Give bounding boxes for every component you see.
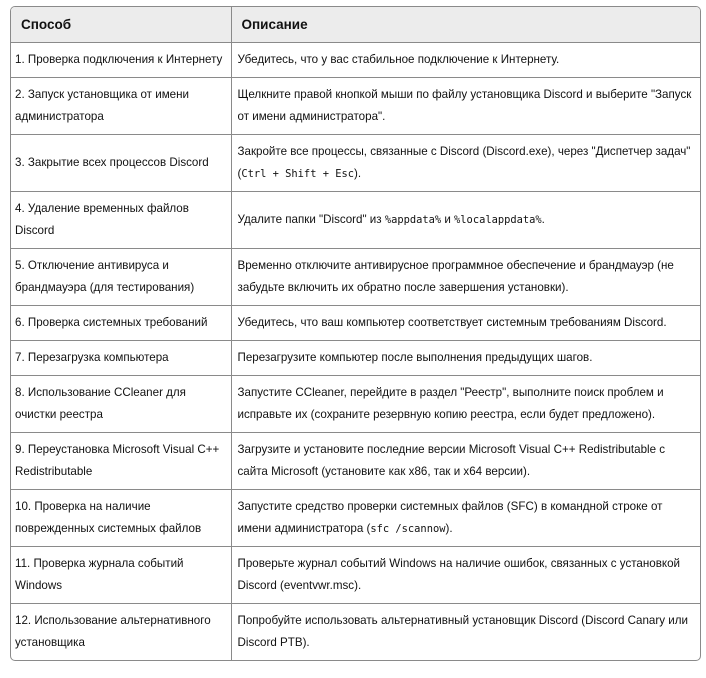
description-text: Запустите CCleaner, перейдите в раздел "Реестр", выполните поиск проблем и исправьте их (сохраните резервную копию реестра, если будет предложено). (237, 386, 664, 421)
description-cell (231, 433, 700, 490)
description-cell (231, 490, 700, 547)
column-header-method: Способ (11, 7, 231, 43)
description-text: Запустите средство проверки системных файлов (SFC) в командной строке от имени администратора ( (237, 500, 663, 535)
method-cell: 5. Отключение антивируса и брандмауэра (для тестирования) (11, 249, 231, 306)
methods-table (11, 7, 700, 660)
description-text: Проверьте журнал событий Windows на наличие ошибок, связанных с установкой Discord (eventvwr.msc). (237, 557, 681, 592)
description-cell (231, 376, 700, 433)
description-code: Ctrl + Shift + Esc (241, 168, 354, 180)
method-cell: 11. Проверка журнала событий Windows (11, 547, 231, 604)
table-row (11, 341, 700, 376)
description-text: Временно отключите антивирусное программное обеспечение и брандмауэр (не забудьте включить их обратно после завершения установки). (237, 259, 674, 294)
method-cell: 8. Использование CCleaner для очистки реестра (11, 376, 231, 433)
description-text: Удалите папки "Discord" из (237, 213, 385, 226)
method-cell: 12. Использование альтернативного установщика (11, 604, 231, 661)
description-text: . (541, 213, 545, 226)
description-text: Перезагрузите компьютер после выполнения предыдущих шагов. (237, 351, 593, 364)
description-cell (231, 249, 700, 306)
description-code: sfc /scannow (370, 523, 446, 535)
table-row (11, 604, 700, 661)
method-cell: 3. Закрытие всех процессов Discord (11, 135, 231, 192)
description-text: Попробуйте использовать альтернативный установщик Discord (Discord Canary или Discord PTB). (237, 614, 688, 649)
description-cell (231, 604, 700, 661)
description-text: ). (353, 167, 362, 180)
description-text: Убедитесь, что у вас стабильное подключение к Интернету. (237, 53, 560, 66)
table-body (11, 43, 700, 661)
description-cell (231, 135, 700, 192)
table-header-row (11, 7, 700, 43)
description-cell (231, 341, 700, 376)
description-cell (231, 78, 700, 135)
method-cell: 2. Запуск установщика от имени администратора (11, 78, 231, 135)
table-row (11, 547, 700, 604)
description-cell (231, 547, 700, 604)
description-text: ). (445, 522, 453, 535)
description-text: Убедитесь, что ваш компьютер соответствует системным требованиям Discord. (237, 316, 667, 329)
methods-table-container (10, 6, 701, 661)
method-cell: 1. Проверка подключения к Интернету (11, 43, 231, 78)
method-cell: 7. Перезагрузка компьютера (11, 341, 231, 376)
table-row (11, 433, 700, 490)
description-cell (231, 192, 700, 249)
table-row (11, 376, 700, 433)
description-cell (231, 306, 700, 341)
table-row (11, 78, 700, 135)
table-row (11, 306, 700, 341)
description-text: Щелкните правой кнопкой мыши по файлу установщика Discord и выберите "Запуск от имени администратора". (237, 88, 692, 123)
column-header-description: Описание (231, 7, 700, 43)
method-cell: 9. Переустановка Microsoft Visual C++ Redistributable (11, 433, 231, 490)
description-cell (231, 43, 700, 78)
description-code: %localappdata% (454, 214, 542, 226)
method-cell: 6. Проверка системных требований (11, 306, 231, 341)
table-row (11, 135, 700, 192)
description-text: Закройте все процессы, связанные с Discord (Discord.exe), через "Диспетчер задач" ( (237, 145, 691, 180)
method-cell: 4. Удаление временных файлов Discord (11, 192, 231, 249)
table-row (11, 490, 700, 547)
method-cell: 10. Проверка на наличие поврежденных системных файлов (11, 490, 231, 547)
table-row (11, 192, 700, 249)
table-row (11, 249, 700, 306)
table-row (11, 43, 700, 78)
description-code: %appdata% (384, 214, 442, 226)
description-text: и (441, 213, 455, 226)
description-text: Загрузите и установите последние версии Microsoft Visual C++ Redistributable с сайта Microsoft (установите как x86, так и x64 версии). (237, 443, 666, 478)
